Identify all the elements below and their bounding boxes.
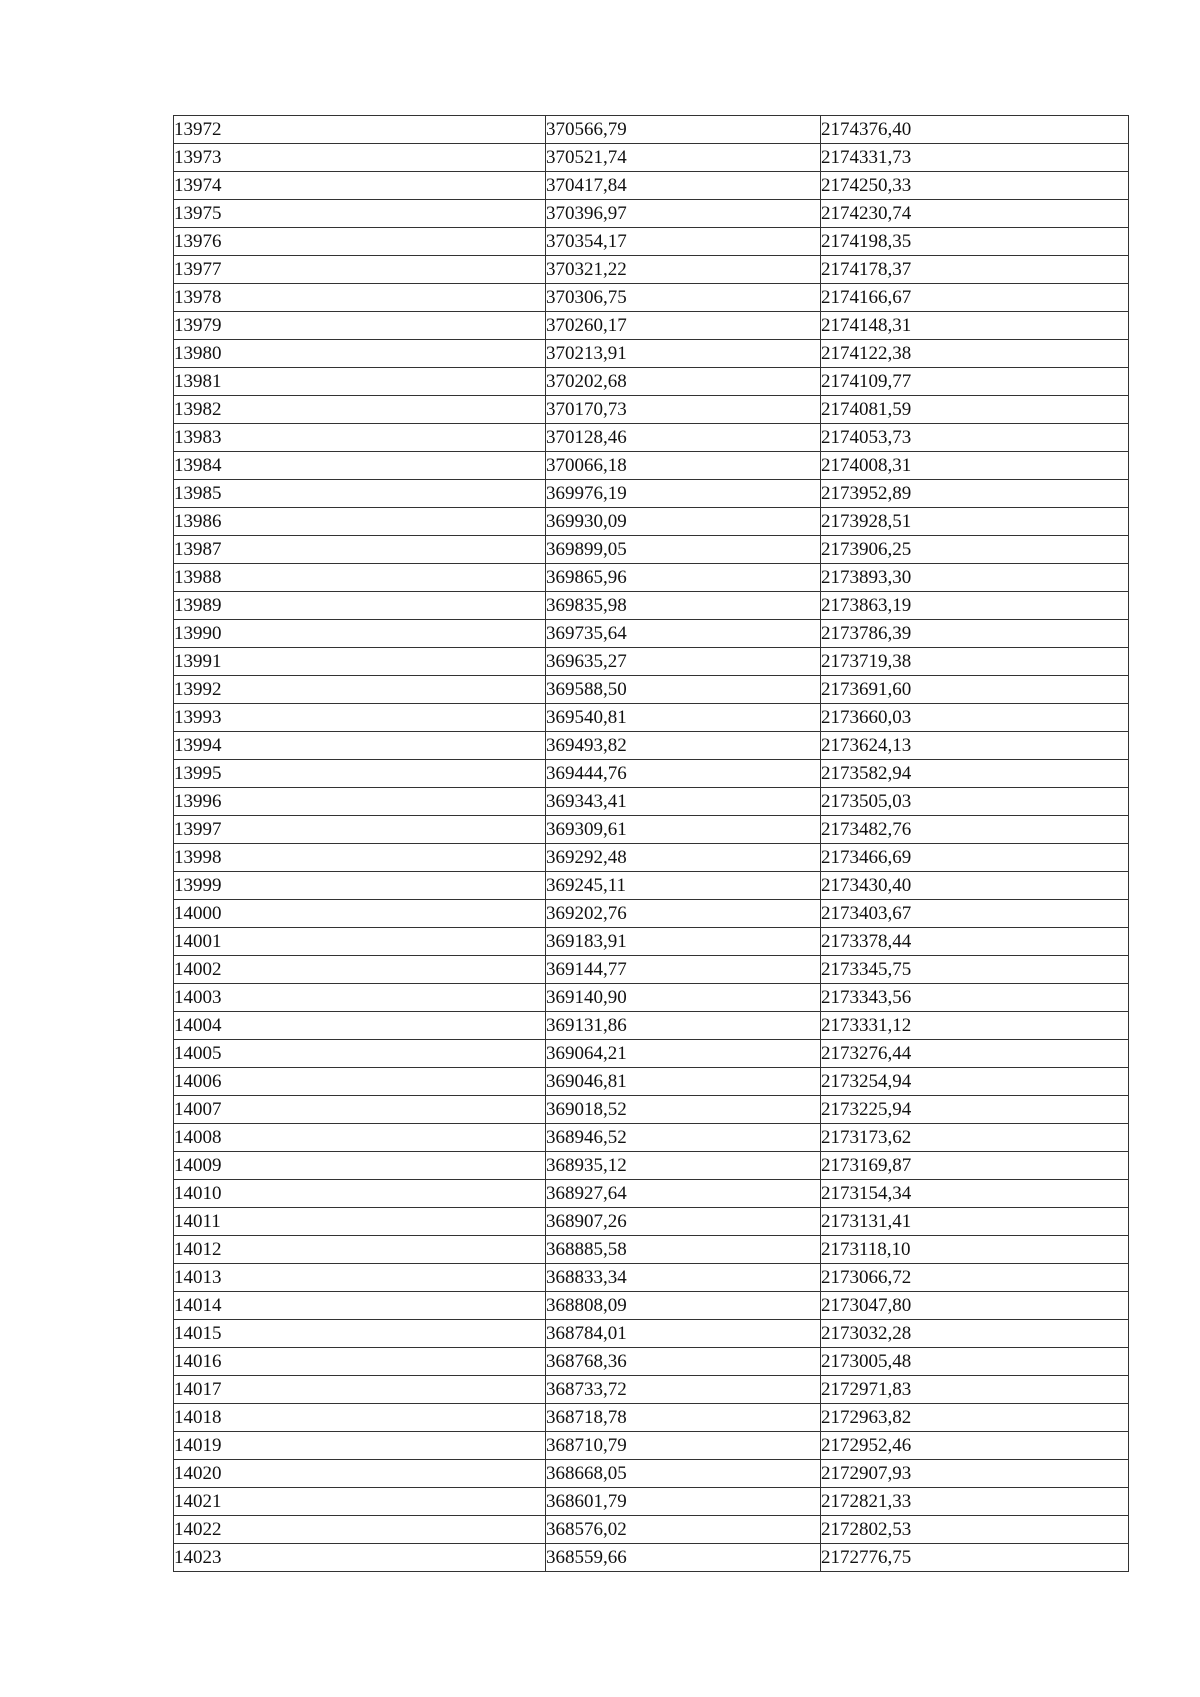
table-row xyxy=(174,452,1129,480)
x-coordinate-cell: 369493,82 xyxy=(546,732,821,760)
point-number-cell: 14007 xyxy=(174,1096,546,1124)
y-coordinate-cell: 2173893,30 xyxy=(821,564,1129,592)
y-coordinate-cell: 2173276,44 xyxy=(821,1040,1129,1068)
point-number-cell: 14001 xyxy=(174,928,546,956)
y-coordinate-cell: 2174008,31 xyxy=(821,452,1129,480)
coordinates-table-body xyxy=(174,116,1129,1572)
y-coordinate-cell: 2173863,19 xyxy=(821,592,1129,620)
x-coordinate-cell: 368784,01 xyxy=(546,1320,821,1348)
y-coordinate-cell: 2172776,75 xyxy=(821,1544,1129,1572)
y-coordinate-cell: 2173482,76 xyxy=(821,816,1129,844)
y-coordinate-cell: 2173254,94 xyxy=(821,1068,1129,1096)
point-number-cell: 13984 xyxy=(174,452,546,480)
table-row xyxy=(174,844,1129,872)
table-row xyxy=(174,116,1129,144)
x-coordinate-cell: 368833,34 xyxy=(546,1264,821,1292)
table-row xyxy=(174,816,1129,844)
point-number-cell: 14004 xyxy=(174,1012,546,1040)
point-number-cell: 13996 xyxy=(174,788,546,816)
point-number-cell: 13988 xyxy=(174,564,546,592)
point-number-cell: 13982 xyxy=(174,396,546,424)
point-number-cell: 14010 xyxy=(174,1180,546,1208)
y-coordinate-cell: 2173378,44 xyxy=(821,928,1129,956)
y-coordinate-cell: 2173345,75 xyxy=(821,956,1129,984)
y-coordinate-cell: 2174178,37 xyxy=(821,256,1129,284)
point-number-cell: 13986 xyxy=(174,508,546,536)
point-number-cell: 13981 xyxy=(174,368,546,396)
y-coordinate-cell: 2174122,38 xyxy=(821,340,1129,368)
x-coordinate-cell: 370213,91 xyxy=(546,340,821,368)
point-number-cell: 14011 xyxy=(174,1208,546,1236)
table-row xyxy=(174,256,1129,284)
y-coordinate-cell: 2173169,87 xyxy=(821,1152,1129,1180)
x-coordinate-cell: 370066,18 xyxy=(546,452,821,480)
x-coordinate-cell: 368808,09 xyxy=(546,1292,821,1320)
table-row xyxy=(174,1292,1129,1320)
point-number-cell: 13998 xyxy=(174,844,546,872)
y-coordinate-cell: 2173066,72 xyxy=(821,1264,1129,1292)
table-row xyxy=(174,1012,1129,1040)
table-row xyxy=(174,1460,1129,1488)
table-row xyxy=(174,368,1129,396)
table-row xyxy=(174,900,1129,928)
x-coordinate-cell: 368935,12 xyxy=(546,1152,821,1180)
point-number-cell: 13999 xyxy=(174,872,546,900)
point-number-cell: 14014 xyxy=(174,1292,546,1320)
y-coordinate-cell: 2174148,31 xyxy=(821,312,1129,340)
y-coordinate-cell: 2173786,39 xyxy=(821,620,1129,648)
x-coordinate-cell: 368907,26 xyxy=(546,1208,821,1236)
y-coordinate-cell: 2174198,35 xyxy=(821,228,1129,256)
table-row xyxy=(174,564,1129,592)
table-row xyxy=(174,340,1129,368)
x-coordinate-cell: 368559,66 xyxy=(546,1544,821,1572)
point-number-cell: 14015 xyxy=(174,1320,546,1348)
y-coordinate-cell: 2173343,56 xyxy=(821,984,1129,1012)
point-number-cell: 13974 xyxy=(174,172,546,200)
x-coordinate-cell: 370202,68 xyxy=(546,368,821,396)
y-coordinate-cell: 2174109,77 xyxy=(821,368,1129,396)
table-row xyxy=(174,928,1129,956)
y-coordinate-cell: 2173225,94 xyxy=(821,1096,1129,1124)
x-coordinate-cell: 369865,96 xyxy=(546,564,821,592)
x-coordinate-cell: 369835,98 xyxy=(546,592,821,620)
table-row xyxy=(174,760,1129,788)
point-number-cell: 13994 xyxy=(174,732,546,760)
table-row xyxy=(174,1124,1129,1152)
point-number-cell: 13993 xyxy=(174,704,546,732)
table-row xyxy=(174,1376,1129,1404)
y-coordinate-cell: 2173032,28 xyxy=(821,1320,1129,1348)
table-row xyxy=(174,536,1129,564)
y-coordinate-cell: 2173466,69 xyxy=(821,844,1129,872)
y-coordinate-cell: 2173131,41 xyxy=(821,1208,1129,1236)
table-row xyxy=(174,732,1129,760)
x-coordinate-cell: 370260,17 xyxy=(546,312,821,340)
table-row xyxy=(174,1404,1129,1432)
table-row xyxy=(174,1348,1129,1376)
point-number-cell: 14013 xyxy=(174,1264,546,1292)
point-number-cell: 13990 xyxy=(174,620,546,648)
y-coordinate-cell: 2174230,74 xyxy=(821,200,1129,228)
x-coordinate-cell: 368885,58 xyxy=(546,1236,821,1264)
point-number-cell: 13972 xyxy=(174,116,546,144)
x-coordinate-cell: 368601,79 xyxy=(546,1488,821,1516)
point-number-cell: 13979 xyxy=(174,312,546,340)
point-number-cell: 13989 xyxy=(174,592,546,620)
x-coordinate-cell: 369046,81 xyxy=(546,1068,821,1096)
point-number-cell: 14018 xyxy=(174,1404,546,1432)
y-coordinate-cell: 2174081,59 xyxy=(821,396,1129,424)
point-number-cell: 13977 xyxy=(174,256,546,284)
x-coordinate-cell: 369245,11 xyxy=(546,872,821,900)
table-row xyxy=(174,1040,1129,1068)
table-row xyxy=(174,1180,1129,1208)
point-number-cell: 14017 xyxy=(174,1376,546,1404)
point-number-cell: 14008 xyxy=(174,1124,546,1152)
point-number-cell: 13987 xyxy=(174,536,546,564)
point-number-cell: 14016 xyxy=(174,1348,546,1376)
y-coordinate-cell: 2173118,10 xyxy=(821,1236,1129,1264)
table-row xyxy=(174,284,1129,312)
x-coordinate-cell: 369144,77 xyxy=(546,956,821,984)
x-coordinate-cell: 369735,64 xyxy=(546,620,821,648)
y-coordinate-cell: 2174376,40 xyxy=(821,116,1129,144)
table-row xyxy=(174,1264,1129,1292)
x-coordinate-cell: 368576,02 xyxy=(546,1516,821,1544)
table-row xyxy=(174,1236,1129,1264)
y-coordinate-cell: 2173430,40 xyxy=(821,872,1129,900)
table-row xyxy=(174,1096,1129,1124)
table-row xyxy=(174,872,1129,900)
point-number-cell: 14000 xyxy=(174,900,546,928)
x-coordinate-cell: 368668,05 xyxy=(546,1460,821,1488)
x-coordinate-cell: 369343,41 xyxy=(546,788,821,816)
x-coordinate-cell: 370566,79 xyxy=(546,116,821,144)
x-coordinate-cell: 369635,27 xyxy=(546,648,821,676)
point-number-cell: 13995 xyxy=(174,760,546,788)
x-coordinate-cell: 368927,64 xyxy=(546,1180,821,1208)
y-coordinate-cell: 2172971,83 xyxy=(821,1376,1129,1404)
table-row xyxy=(174,1516,1129,1544)
x-coordinate-cell: 369202,76 xyxy=(546,900,821,928)
point-number-cell: 13983 xyxy=(174,424,546,452)
x-coordinate-cell: 368710,79 xyxy=(546,1432,821,1460)
table-row xyxy=(174,592,1129,620)
x-coordinate-cell: 369444,76 xyxy=(546,760,821,788)
x-coordinate-cell: 369183,91 xyxy=(546,928,821,956)
y-coordinate-cell: 2173505,03 xyxy=(821,788,1129,816)
point-number-cell: 13973 xyxy=(174,144,546,172)
point-number-cell: 13978 xyxy=(174,284,546,312)
y-coordinate-cell: 2173582,94 xyxy=(821,760,1129,788)
table-row xyxy=(174,1208,1129,1236)
x-coordinate-cell: 369292,48 xyxy=(546,844,821,872)
y-coordinate-cell: 2173906,25 xyxy=(821,536,1129,564)
table-row xyxy=(174,396,1129,424)
point-number-cell: 14003 xyxy=(174,984,546,1012)
y-coordinate-cell: 2173952,89 xyxy=(821,480,1129,508)
point-number-cell: 14019 xyxy=(174,1432,546,1460)
point-number-cell: 13991 xyxy=(174,648,546,676)
x-coordinate-cell: 369309,61 xyxy=(546,816,821,844)
x-coordinate-cell: 369131,86 xyxy=(546,1012,821,1040)
x-coordinate-cell: 369899,05 xyxy=(546,536,821,564)
table-row xyxy=(174,984,1129,1012)
point-number-cell: 13985 xyxy=(174,480,546,508)
x-coordinate-cell: 369540,81 xyxy=(546,704,821,732)
x-coordinate-cell: 370306,75 xyxy=(546,284,821,312)
point-number-cell: 14009 xyxy=(174,1152,546,1180)
x-coordinate-cell: 369018,52 xyxy=(546,1096,821,1124)
table-row xyxy=(174,424,1129,452)
x-coordinate-cell: 369064,21 xyxy=(546,1040,821,1068)
point-number-cell: 13975 xyxy=(174,200,546,228)
y-coordinate-cell: 2172802,53 xyxy=(821,1516,1129,1544)
x-coordinate-cell: 368733,72 xyxy=(546,1376,821,1404)
table-row xyxy=(174,508,1129,536)
x-coordinate-cell: 369588,50 xyxy=(546,676,821,704)
x-coordinate-cell: 369976,19 xyxy=(546,480,821,508)
table-row xyxy=(174,956,1129,984)
y-coordinate-cell: 2172952,46 xyxy=(821,1432,1129,1460)
table-row xyxy=(174,200,1129,228)
y-coordinate-cell: 2174331,73 xyxy=(821,144,1129,172)
table-row xyxy=(174,1432,1129,1460)
point-number-cell: 13997 xyxy=(174,816,546,844)
x-coordinate-cell: 369930,09 xyxy=(546,508,821,536)
x-coordinate-cell: 370396,97 xyxy=(546,200,821,228)
point-number-cell: 14006 xyxy=(174,1068,546,1096)
y-coordinate-cell: 2173005,48 xyxy=(821,1348,1129,1376)
table-row xyxy=(174,1152,1129,1180)
table-row xyxy=(174,788,1129,816)
point-number-cell: 14021 xyxy=(174,1488,546,1516)
x-coordinate-cell: 370170,73 xyxy=(546,396,821,424)
y-coordinate-cell: 2173928,51 xyxy=(821,508,1129,536)
x-coordinate-cell: 370521,74 xyxy=(546,144,821,172)
point-number-cell: 14012 xyxy=(174,1236,546,1264)
y-coordinate-cell: 2173331,12 xyxy=(821,1012,1129,1040)
point-number-cell: 14002 xyxy=(174,956,546,984)
point-number-cell: 14020 xyxy=(174,1460,546,1488)
coordinates-table xyxy=(173,115,1129,1572)
table-row xyxy=(174,480,1129,508)
y-coordinate-cell: 2172821,33 xyxy=(821,1488,1129,1516)
table-row xyxy=(174,704,1129,732)
x-coordinate-cell: 370354,17 xyxy=(546,228,821,256)
y-coordinate-cell: 2172963,82 xyxy=(821,1404,1129,1432)
table-row xyxy=(174,676,1129,704)
x-coordinate-cell: 370128,46 xyxy=(546,424,821,452)
y-coordinate-cell: 2173403,67 xyxy=(821,900,1129,928)
x-coordinate-cell: 368946,52 xyxy=(546,1124,821,1152)
y-coordinate-cell: 2174166,67 xyxy=(821,284,1129,312)
x-coordinate-cell: 370321,22 xyxy=(546,256,821,284)
y-coordinate-cell: 2173047,80 xyxy=(821,1292,1129,1320)
table-row xyxy=(174,648,1129,676)
y-coordinate-cell: 2172907,93 xyxy=(821,1460,1129,1488)
y-coordinate-cell: 2173154,34 xyxy=(821,1180,1129,1208)
y-coordinate-cell: 2173624,13 xyxy=(821,732,1129,760)
point-number-cell: 13992 xyxy=(174,676,546,704)
y-coordinate-cell: 2174053,73 xyxy=(821,424,1129,452)
y-coordinate-cell: 2173173,62 xyxy=(821,1124,1129,1152)
x-coordinate-cell: 368768,36 xyxy=(546,1348,821,1376)
y-coordinate-cell: 2173660,03 xyxy=(821,704,1129,732)
x-coordinate-cell: 368718,78 xyxy=(546,1404,821,1432)
y-coordinate-cell: 2173719,38 xyxy=(821,648,1129,676)
x-coordinate-cell: 370417,84 xyxy=(546,172,821,200)
point-number-cell: 14023 xyxy=(174,1544,546,1572)
y-coordinate-cell: 2173691,60 xyxy=(821,676,1129,704)
table-row xyxy=(174,1320,1129,1348)
point-number-cell: 14022 xyxy=(174,1516,546,1544)
table-row xyxy=(174,172,1129,200)
table-row xyxy=(174,1544,1129,1572)
table-row xyxy=(174,1068,1129,1096)
table-row xyxy=(174,228,1129,256)
table-row xyxy=(174,312,1129,340)
table-row xyxy=(174,144,1129,172)
y-coordinate-cell: 2174250,33 xyxy=(821,172,1129,200)
x-coordinate-cell: 369140,90 xyxy=(546,984,821,1012)
point-number-cell: 14005 xyxy=(174,1040,546,1068)
table-row xyxy=(174,620,1129,648)
table-row xyxy=(174,1488,1129,1516)
point-number-cell: 13976 xyxy=(174,228,546,256)
point-number-cell: 13980 xyxy=(174,340,546,368)
